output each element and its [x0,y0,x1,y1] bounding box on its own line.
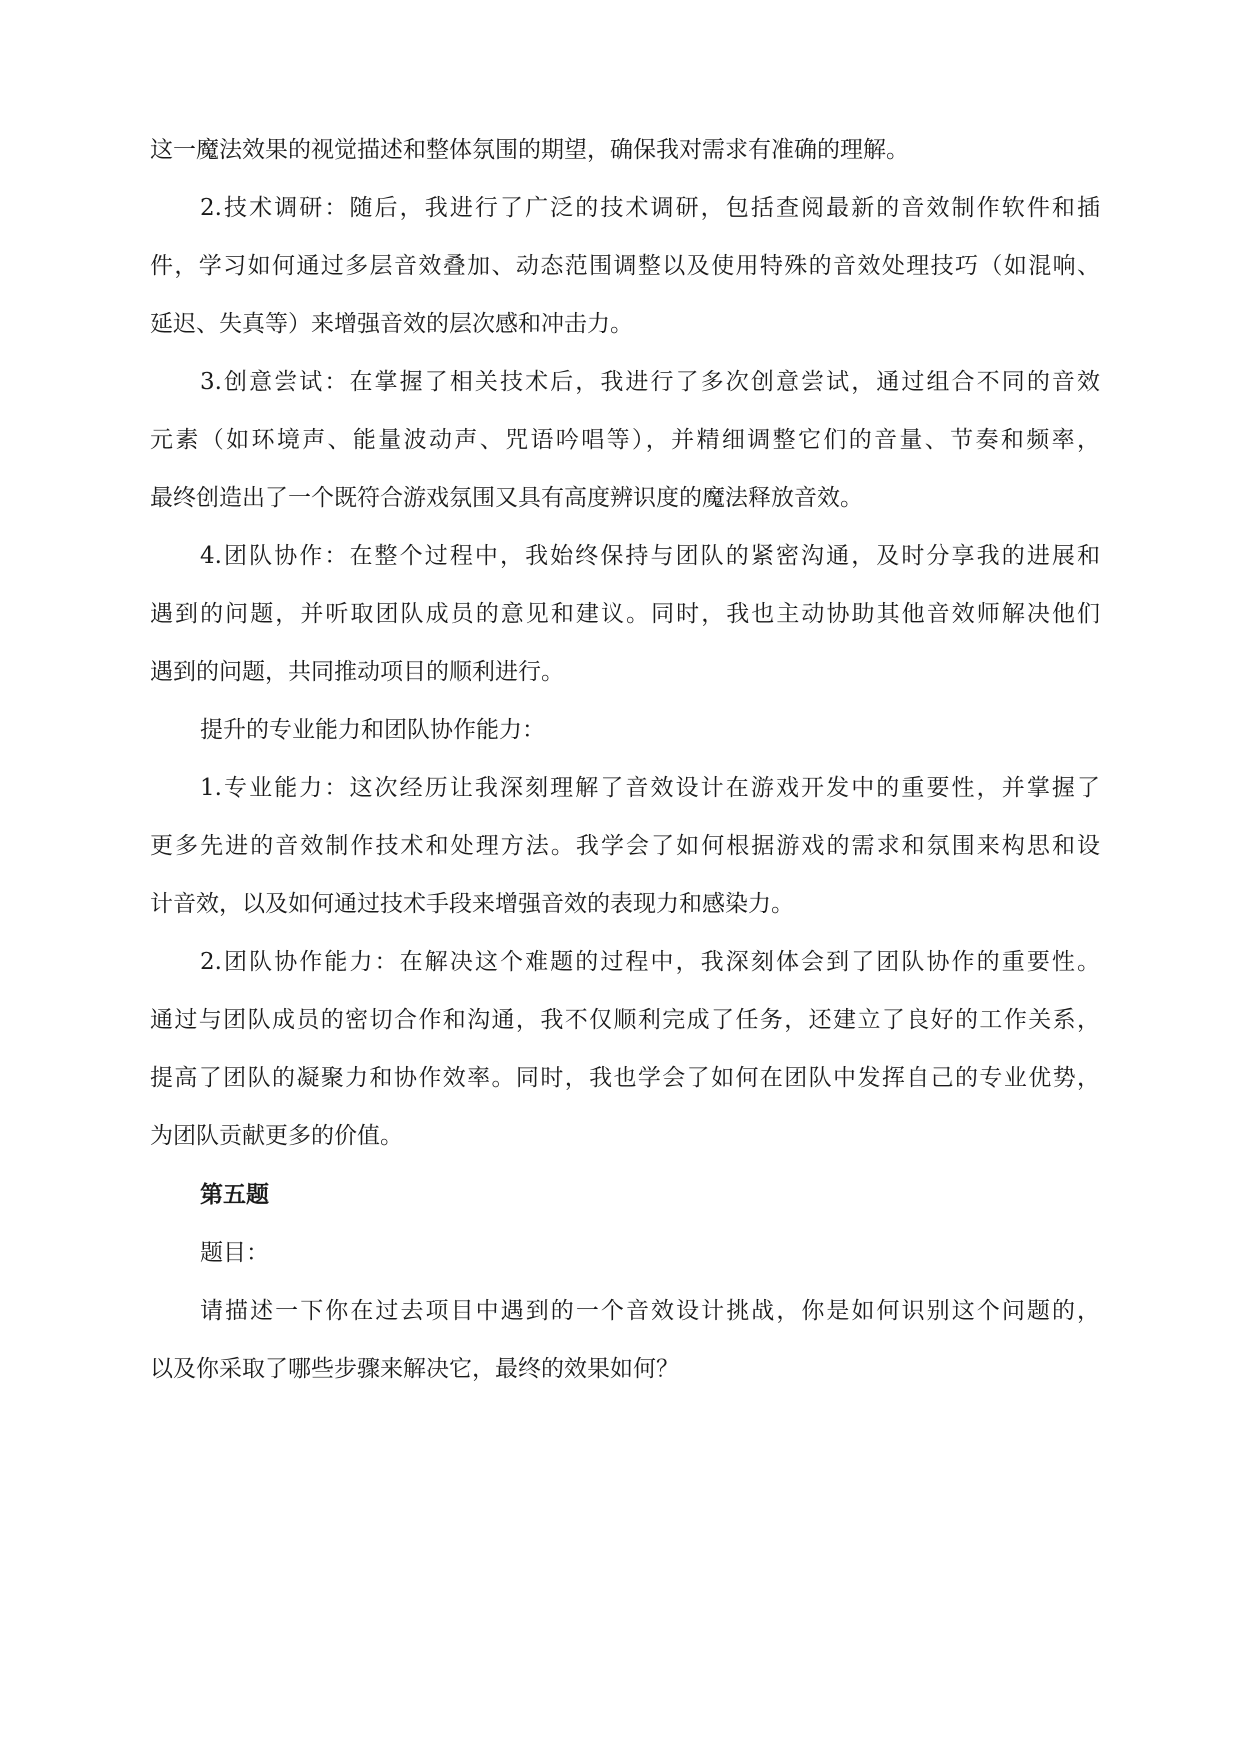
paragraph-line: 遇到的问题，并听取团队成员的意见和建议。同时，我也主动协助其他音效师解决他们 [150,601,1100,627]
paragraph-line: 2.技术调研：随后，我进行了广泛的技术调研，包括查阅最新的音效制作软件和插 [200,195,1100,221]
paragraph-line: 元素（如环境声、能量波动声、咒语吟唱等），并精细调整它们的音量、节奏和频率， [150,427,1100,453]
paragraph-line: 件，学习如何通过多层音效叠加、动态范围调整以及使用特殊的音效处理技巧（如混响、 [150,253,1100,279]
section-heading: 第五题 [200,1182,269,1208]
paragraph-line: 提高了团队的凝聚力和协作效率。同时，我也学会了如何在团队中发挥自己的专业优势， [150,1065,1100,1091]
paragraph-line: 遇到的问题，共同推动项目的顺利进行。 [150,659,564,685]
question-label: 题目： [200,1240,269,1266]
paragraph-line: 4.团队协作：在整个过程中，我始终保持与团队的紧密沟通，及时分享我的进展和 [200,543,1100,569]
paragraph-line: 请描述一下你在过去项目中遇到的一个音效设计挑战，你是如何识别这个问题的， [200,1298,1100,1324]
paragraph-line: 最终创造出了一个既符合游戏氛围又具有高度辨识度的魔法释放音效。 [150,485,863,511]
paragraph-line: 3.创意尝试：在掌握了相关技术后，我进行了多次创意尝试，通过组合不同的音效 [200,369,1100,395]
paragraph-line: 通过与团队成员的密切合作和沟通，我不仅顺利完成了任务，还建立了良好的工作关系， [150,1007,1100,1033]
paragraph-line: 以及你采取了哪些步骤来解决它，最终的效果如何？ [150,1356,679,1382]
paragraph-line: 延迟、失真等）来增强音效的层次感和冲击力。 [150,311,633,337]
paragraph-line: 更多先进的音效制作技术和处理方法。我学会了如何根据游戏的需求和氛围来构思和设 [150,833,1100,859]
paragraph-line: 这一魔法效果的视觉描述和整体氛围的期望，确保我对需求有准确的理解。 [150,137,909,163]
paragraph-line: 为团队贡献更多的价值。 [150,1123,403,1149]
paragraph-line: 计音效，以及如何通过技术手段来增强音效的表现力和感染力。 [150,891,794,917]
paragraph-line: 2.团队协作能力：在解决这个难题的过程中，我深刻体会到了团队协作的重要性。 [200,949,1100,975]
paragraph-line: 1.专业能力：这次经历让我深刻理解了音效设计在游戏开发中的重要性，并掌握了 [200,775,1100,801]
section-label: 提升的专业能力和团队协作能力： [200,717,545,743]
